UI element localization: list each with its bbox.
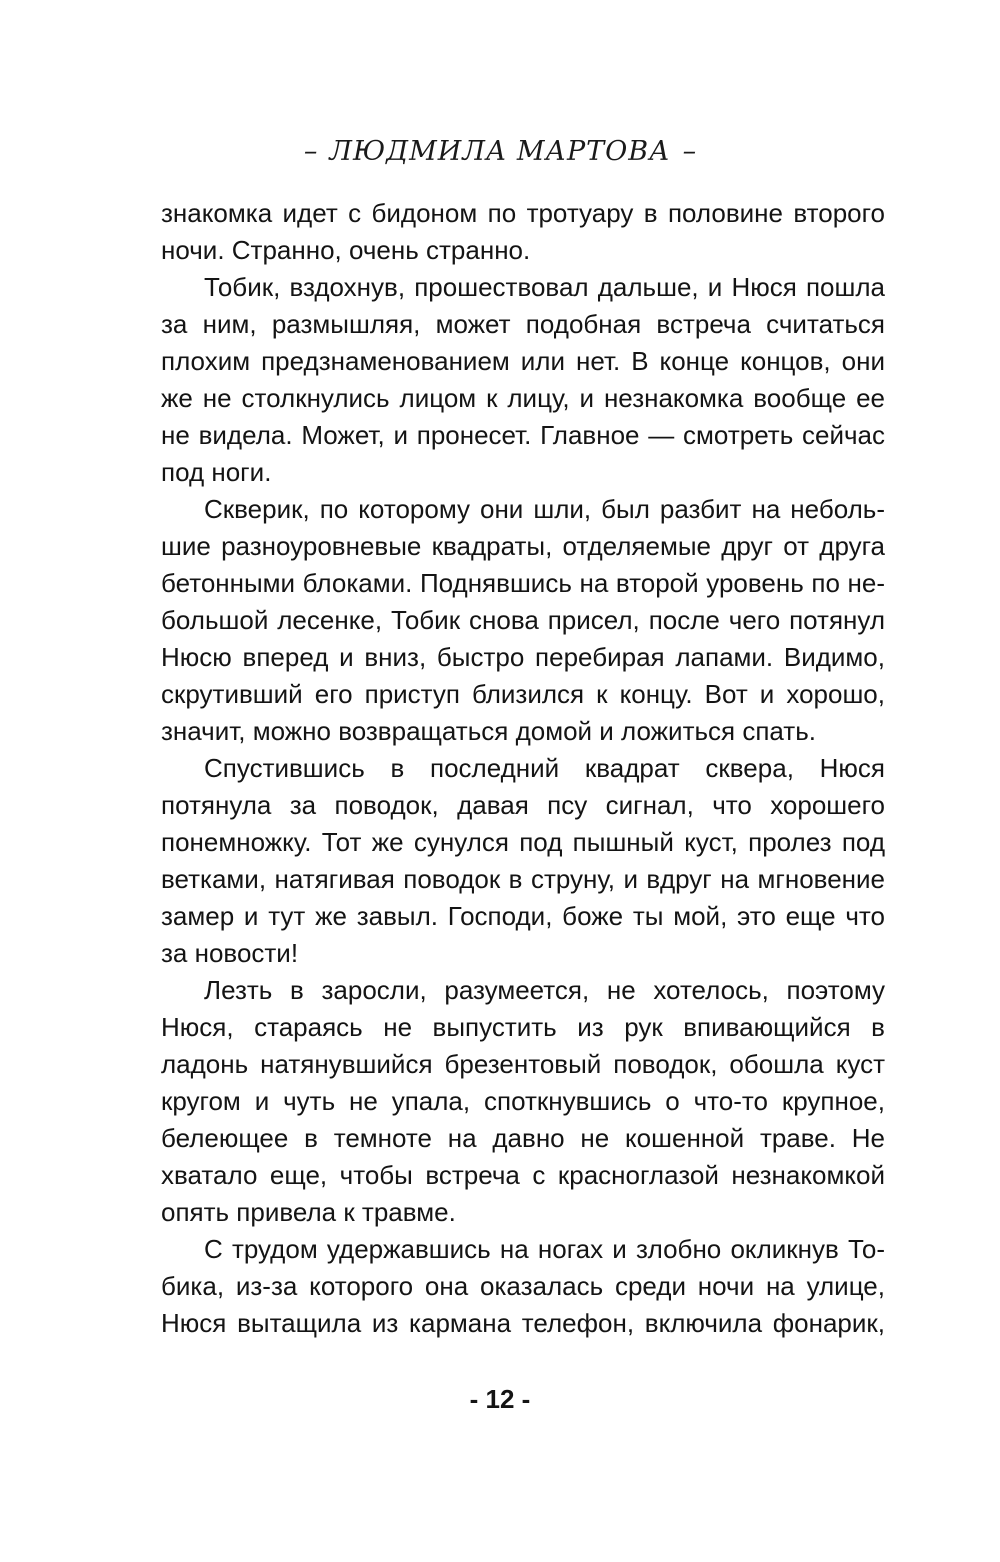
header-dash-right: –: [682, 136, 697, 167]
header-author-name: ЛЮДМИЛА МАРТОВА: [329, 136, 671, 167]
paragraph-4: Спустившись в последний квадрат сквера, Нюся потянула за поводок, давая псу сигнал, что хорошего понемножку. Тот же сунулся под пышный куст, пролез под ветками, натягивая поводок в струну, и вдруг на мгновение замер и тут же завыл. Господи, боже ты мой, это еще что за новости!: [161, 753, 885, 968]
paragraph-2: Тобик, вздохнув, прошествовал дальше, и Нюся пошла за ним, размышляя, может подобная встреча считаться плохим предзнаменованием или нет. В конце концов, они же не столкнулись лицом к лицу, и незнакомка вообще ее не видела. Может, и пронесет. Главное — смотреть сейчас под ноги.: [161, 272, 885, 487]
page-number: - 12 -: [469, 1384, 531, 1414]
running-header: [0, 136, 1000, 167]
paragraph-1: знакомка идет с бидоном по тротуару в половине второго ночи. Странно, очень странно.: [161, 198, 885, 265]
paragraph-5: Лезть в заросли, разумеется, не хотелось, поэтому Нюся, стараясь не выпустить из рук впивающийся в ладонь натянувшийся брезентовый поводок, обошла куст кругом и чуть не упала, споткнувшись о что-то крупное, белеющее в темноте на давно не кошенной траве. Не хватало еще, чтобы встреча с красноглазой незнакомкой опять привела к травме.: [161, 975, 885, 1227]
header-dash-left: –: [303, 136, 318, 167]
paragraph-3: Скверик, по которому они шли, был разбит на небольшие разноуровневые квадраты, отделяемые друг от друга бетонными блоками. Поднявшись на второй уровень по небольшой лесенке, Тобик снова присел, после чего потянул Нюсю вперед и вниз, быстро перебирая лапами. Видимо, скрутивший его приступ близился к концу. Вот и хорошо, значит, можно возвращаться домой и ложиться спать.: [161, 494, 885, 746]
body-text: [161, 195, 885, 1342]
paragraph-6: С трудом удержавшись на ногах и злобно окликнув Тобика, из-за которого она оказалась среди ночи на улице, Нюся вытащила из кармана телефон, включила фонарик,: [161, 1234, 885, 1338]
